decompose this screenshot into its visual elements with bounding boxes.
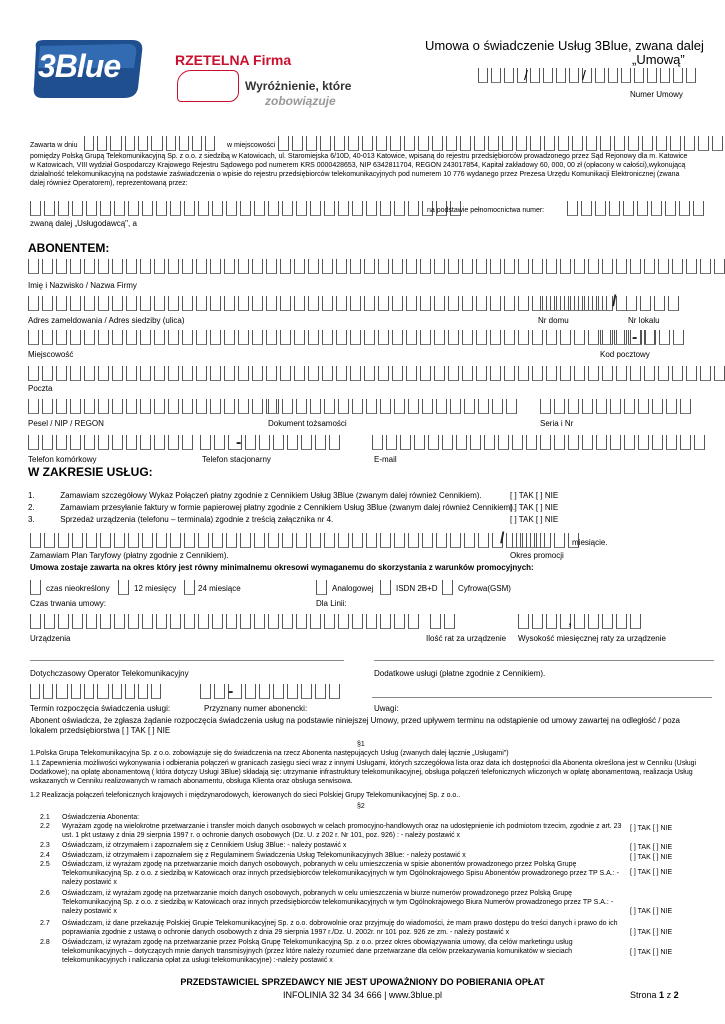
- for-line-label: Dla Linii:: [316, 599, 347, 608]
- scope-item: [28, 515, 698, 525]
- device-label: Urządzenia: [30, 634, 71, 643]
- slash-separator: /: [500, 530, 505, 547]
- declaration-number: 2.1: [40, 814, 50, 821]
- scope-item-text: Sprzedaż urządzenia (telefonu – terminala) zgodnie z treścią załącznika nr 4.: [60, 515, 334, 524]
- tariff-boxes[interactable]: [30, 530, 545, 548]
- footer-warning: PRZEDSTAWICIEL SPRZEDAWCY NIE JEST UPOWAŻNIONY DO POBIERANIA OPŁAT: [180, 977, 545, 987]
- number-separator: /: [582, 67, 586, 83]
- badge-subtitle-1: Wyróżnienie, które: [245, 79, 352, 93]
- scope-heading: W ZAKRESIE USŁUG:: [28, 465, 153, 479]
- scope-item-number: 1.: [28, 491, 35, 500]
- declaration-text: Oświadczam, iż dane przekazuję Polskiej Grupie Telekomunikacyjnej Sp. z o.o. dobrowolnie oraz przyjmuję do wiadomości, że mam prawo dostępu do treści danych i prawo do ich poprawiania zgodnie z ustawą o ochronie danych osobowych z dnia 29 sierpnia 1997 r./Dz. U. 2002r. nr 101 poz. 926 ze zm. - należy postawić x: [62, 920, 618, 936]
- post-boxes[interactable]: [28, 366, 725, 381]
- scope-item-choice[interactable]: [ ] TAK [ ] NIE: [510, 515, 559, 524]
- place-label: w miejscowości: [227, 142, 276, 149]
- declaration-choice[interactable]: [ ] TAK [ ] NIE: [630, 949, 673, 956]
- page-separator: z: [666, 990, 672, 1000]
- postal-code-boxes[interactable]: [600, 330, 684, 345]
- declaration-choice[interactable]: [ ] TAK [ ] NIE: [630, 929, 673, 936]
- mobile-label: Telefon komórkowy: [28, 455, 97, 464]
- option-12-box[interactable]: [118, 580, 129, 595]
- contract-number-boxes[interactable]: [478, 68, 696, 83]
- installments-label: Ilość rat za urządzenie: [426, 634, 507, 643]
- promo-period-boxes[interactable]: [512, 533, 579, 548]
- option-indefinite-label: czas nieokreślony: [46, 584, 110, 593]
- remarks-field[interactable]: [372, 697, 712, 698]
- declaration-choice[interactable]: [ ] TAK [ ] NIE: [630, 854, 673, 861]
- duration-label: Czas trwania umowy:: [30, 599, 107, 608]
- email-label: E-mail: [374, 455, 397, 464]
- page-prefix: Strona: [630, 990, 657, 1000]
- id-document-label: Dokument tożsamości: [268, 419, 347, 428]
- extra-services-label: Dodatkowe usługi (płatne zgodnie z Cennikiem).: [374, 669, 546, 678]
- email-boxes[interactable]: [372, 435, 705, 450]
- declaration-number: 2.3: [40, 842, 50, 849]
- address-boxes[interactable]: [28, 293, 627, 311]
- id-document-boxes[interactable]: [268, 399, 517, 414]
- contract-title-1: Umowa o świadczenie Usług 3Blue, zwana dalej: [425, 38, 704, 53]
- brand-logo: [28, 38, 148, 100]
- start-date-boxes[interactable]: [30, 684, 161, 699]
- option-digital-label: Cyfrowa(GSM): [458, 584, 511, 593]
- house-number-label: Nr domu: [538, 316, 569, 325]
- installment-amount-boxes[interactable]: [518, 614, 641, 629]
- declaration-choice[interactable]: [ ] TAK [ ] NIE: [630, 869, 673, 876]
- flat-number-boxes[interactable]: [626, 296, 679, 311]
- declaration-number: 2.4: [40, 852, 50, 859]
- scope-item-number: 3.: [28, 515, 35, 524]
- flat-number-label: Nr lokalu: [628, 316, 660, 325]
- pesel-label: Pesel / NIP / REGON: [28, 419, 104, 428]
- series-label: Seria i Nr: [540, 419, 574, 428]
- declaration-choice[interactable]: [ ] TAK [ ] NIE: [630, 908, 673, 915]
- previous-operator-label: Dotychczasowy Operator Telekomunikacyjny: [30, 669, 189, 678]
- installment-amount-label: Wysokość miesięcznej raty za urządzenie: [518, 634, 666, 643]
- slash-separator: /: [612, 293, 617, 310]
- scope-item-choice[interactable]: [ ] TAK [ ] NIE: [510, 491, 559, 500]
- landline-boxes[interactable]: [200, 435, 340, 450]
- declaration-number: 2.8: [40, 939, 50, 946]
- landline-label: Telefon stacjonarny: [202, 455, 271, 464]
- section-1-sign: §1: [357, 741, 365, 748]
- extra-services-field[interactable]: [374, 660, 714, 661]
- option-24-box[interactable]: [184, 580, 195, 595]
- city-label: Miejscowość: [28, 350, 74, 359]
- option-isdn-box[interactable]: [380, 580, 391, 595]
- dash-separator: -: [632, 329, 638, 346]
- mobile-boxes[interactable]: [28, 435, 193, 450]
- declaration-choice[interactable]: [ ] TAK [ ] NIE: [630, 844, 673, 851]
- declaration-number: 2.6: [40, 890, 50, 897]
- scope-item-text: Zamawiam przesyłanie faktury w formie papierowej płatny zgodnie z Cennikiem Usług 3Blue (zwanym dalej również Cennikiem).: [60, 503, 516, 512]
- declaration-text: Wyrażam zgodę na wielokrotne przetwarzanie i transfer moich danych osobowych w celach promocyjno-handlowych oraz na udostępnienie ich podmiotom trzecim, zgodnie z art. 23 ust. 1 pkt ustawy z dnia 29 sierpnia 1997 r. o ochronie danych osobowych (Dz. U. z 202 r. Nr 101, poz. 926) : - należy postawić x: [62, 823, 622, 839]
- option-analog-label: Analogowej: [332, 584, 374, 593]
- option-indefinite-box[interactable]: [30, 580, 41, 595]
- declaration-choice[interactable]: [ ] TAK [ ] NIE: [630, 825, 673, 832]
- start-date-label: Termin rozpoczęcia świadczenia usługi:: [30, 704, 171, 713]
- contract-title-2: „Umową”: [632, 52, 685, 67]
- name-label: Imię i Nazwisko / Nazwa Firmy: [28, 281, 137, 290]
- postal-code-label: Kod pocztowy: [600, 350, 650, 359]
- pesel-boxes[interactable]: [28, 399, 277, 414]
- place-boxes[interactable]: [278, 136, 723, 151]
- tariff-label: Zamawiam Plan Taryfowy (płatny zgodnie z Cennikiem).: [30, 551, 229, 560]
- assigned-number-label: Przyznany numer abonencki:: [204, 704, 308, 713]
- contract-number-label: Numer Umowy: [630, 90, 683, 99]
- dash-separator: -: [236, 434, 242, 451]
- number-separator: /: [524, 67, 528, 83]
- contract-period-note: Umowa zostaje zawarta na okres który jest równy minimalnemu okresowi wymaganemu do skorzystania z warunków promocyjnych:: [30, 563, 534, 572]
- declaration-text: Oświadczam, iż otrzymałem i zapoznałem się z Cennikiem Usług 3Blue: - należy postawić x: [62, 842, 347, 849]
- series-boxes[interactable]: [540, 399, 691, 414]
- service-provider-label: zwaną dalej „Usługodawcą", a: [30, 219, 137, 228]
- page-indicator: [630, 990, 679, 1000]
- house-number-boxes[interactable]: [540, 296, 607, 311]
- installments-boxes[interactable]: [430, 614, 455, 629]
- footer-infoline: INFOLINIA 32 34 34 666 | www.3blue.pl: [283, 990, 442, 1000]
- scope-item-choice[interactable]: [ ] TAK [ ] NIE: [510, 503, 559, 512]
- rzetelna-badge: [165, 44, 355, 106]
- assigned-number-boxes[interactable]: [200, 684, 340, 699]
- dash-separator: -: [228, 683, 234, 700]
- declaration-text: Oświadczam, iż wyrażam zgodę na przetwarzanie moich danych osobowych, pobranych w celu umieszczenia w biurze numerów prowadzonego przez Polską Grupę Telekomunikacyjną Sp. z o.o. z siedzibą w Katowicach oraz innych przedsiębiorców telekomunikacyjnych w tym Ogólnokrajowego Biura Numerów prowadzonego przez TP S.A.: - należy postawić x: [62, 890, 614, 915]
- page-current: 1: [659, 990, 665, 1000]
- page-total: 2: [673, 990, 679, 1000]
- brand-name: 3Blue: [38, 48, 121, 84]
- badge-title: RZETELNA Firma: [175, 52, 292, 68]
- section-2-sign: §2: [357, 803, 365, 810]
- option-isdn-label: ISDN 2B+D: [396, 584, 438, 593]
- scope-item-text: Zamawiam szczegółowy Wykaz Połączeń płatny zgodnie z Cennikiem Usług 3Blue (zwanym dalej również Cennikiem).: [60, 491, 482, 500]
- section-1-p1: 1.Polska Grupa Telekomunikacyjna Sp. z o.o. zobowiązuje się do świadczenia na rzecz Abonenta następujących Usług (zwanych dalej łącznie „Usługami"): [30, 750, 509, 757]
- option-analog-box[interactable]: [316, 580, 327, 595]
- date-boxes[interactable]: [84, 136, 215, 151]
- concluded-in-label: Zawarta w dniu: [30, 142, 78, 149]
- poland-map-icon: [177, 70, 239, 102]
- declaration-number: 2.5: [40, 861, 50, 868]
- subscriber-heading: ABONENTEM:: [28, 241, 110, 255]
- remarks-label: Uwagi:: [374, 704, 399, 713]
- option-24-label: 24 miesiące: [198, 584, 241, 593]
- declaration-number: 2.2: [40, 823, 50, 830]
- promo-period-label: Okres promocji: [510, 551, 564, 560]
- scope-item-number: 2.: [28, 503, 35, 512]
- power-of-attorney-label: na podstawie pełnomocnictwa numer:: [427, 207, 545, 214]
- section-1-p2: 1.1 Zapewnienia możliwości wykonywania i odbierania połączeń w granicach zasięgu sieci wraz z innymi Usługami, których szczegółowa lista oraz data ich dostępności dla Abonenta określona jest w Cenniku (Usługi Dodatkowe); na opłatę abonamentową ( która dotyczy Usługi 3Blue) składają się: utrzymanie infrastruktury telekomunikacyjnej, obsługa połączeń telefonicznych wliczonych w opłatę abonamentową, realizacja Usług wskazanych w Cenniku realizowanych w ramach abonamentu, obsługa Klienta oraz obsługa serwisowa.: [30, 760, 697, 785]
- per-month-label: miesiącie.: [572, 538, 608, 547]
- power-of-attorney-boxes[interactable]: [567, 201, 704, 216]
- declaration-text: Oświadczam, iż otrzymałem i zapoznałem się z Regulaminem Świadczenia Usług Telekomunikacyjnych 3Blue: - należy postawić x: [62, 852, 466, 859]
- city-boxes[interactable]: [28, 330, 655, 345]
- declaration-text: Oświadczam, iż wyrażam zgodę na przetwarzanie przez Polską Grupę Telekomunikacyjną Sp. z o.o. przez okres obowiązywania umowy, dla celów marketingu usług telekomunikacyjnych – dotyczących mnie danych transmisyjnych (przez które należy rozumieć dane przetwarzane dla celów przekazywania komunikatów w sieciach telekomunikacyjnych i naliczania opłat za usługi telekomunikacyjne) :-należy postawić x: [62, 939, 573, 964]
- scope-item: [28, 503, 698, 513]
- operator-paragraph: pomiędzy Polską Grupą Telekomunikacyjną Sp. z o.o. z siedzibą w Katowicach, ul. Staromiejska 6/10D, 40-013 Katowice, wpisaną do rejestru przedsiębiorców prowadzonego przez Sąd Rejonowy dla m. Katowice w Katowicach, VIII wydział Gospodarczy Krajowego Rejestru Sądowego pod numerem KRS 0000428653, NIP 6342811704, REGON 243017854, Kapitał zakładowy 60, 000, 00 zł (opłacony w całości),wykonującą działalność telekomunikacyjną na podstawie zaświadczenia o wpisie do rejestru przedsiębiorców telekomunikacyjnych pod numerem 10 776 wydanego przez Prezesa Urzędu Komunikacji Elektronicznej (zwana dalej również Operatorem), reprezentowaną przez:: [30, 153, 688, 187]
- representative-boxes[interactable]: [30, 201, 461, 216]
- declaration-text: Oświadczenia Abonenta:: [62, 814, 140, 821]
- scope-item: [28, 491, 698, 501]
- badge-subtitle-2: zobowiązuje: [265, 94, 336, 108]
- option-digital-box[interactable]: [442, 580, 453, 595]
- withdrawal-declaration: Abonent oświadcza, że zgłasza żądanie rozpoczęcia świadczenia usług na podstawie niniejszej Umowy, przed upływem terminu na odstąpienie od umowy zawartej na odległość / poza lokalem przedsiębiorstwa [ ] TAK [ ] NIE: [30, 716, 680, 735]
- option-12-label: 12 miesięcy: [134, 584, 177, 593]
- declaration-text: Oświadczam, iż wyrażam zgodę na przetwarzanie moich danych osobowych, pobranych w celu umieszczenia w spisie abonentów prowadzonego przez Polską Grupę Telekomunikacyjną Sp. z o.o. z siedzibą w Katowicach oraz innych przedsiębiorców telekomunikacyjnych w tym Ogólnokrajowego Spisu Abonentów prowadzonego przez TP S.A.: - należy postawić x: [62, 861, 619, 886]
- name-boxes[interactable]: [28, 259, 725, 274]
- previous-operator-field[interactable]: [30, 660, 344, 661]
- address-label: Adres zameldowania / Adres siedziby (ulica): [28, 316, 185, 325]
- device-boxes[interactable]: [30, 614, 419, 629]
- declaration-number: 2.7: [40, 920, 50, 927]
- section-1-p3: 1.2 Realizacja połączeń telefonicznych krajowych i międzynarodowych, kierowanych do sieci Polskiej Grupy Telekomunikacyjnej Sp. z o.o..: [30, 792, 461, 799]
- post-label: Poczta: [28, 384, 53, 393]
- decimal-comma: ,: [568, 612, 572, 628]
